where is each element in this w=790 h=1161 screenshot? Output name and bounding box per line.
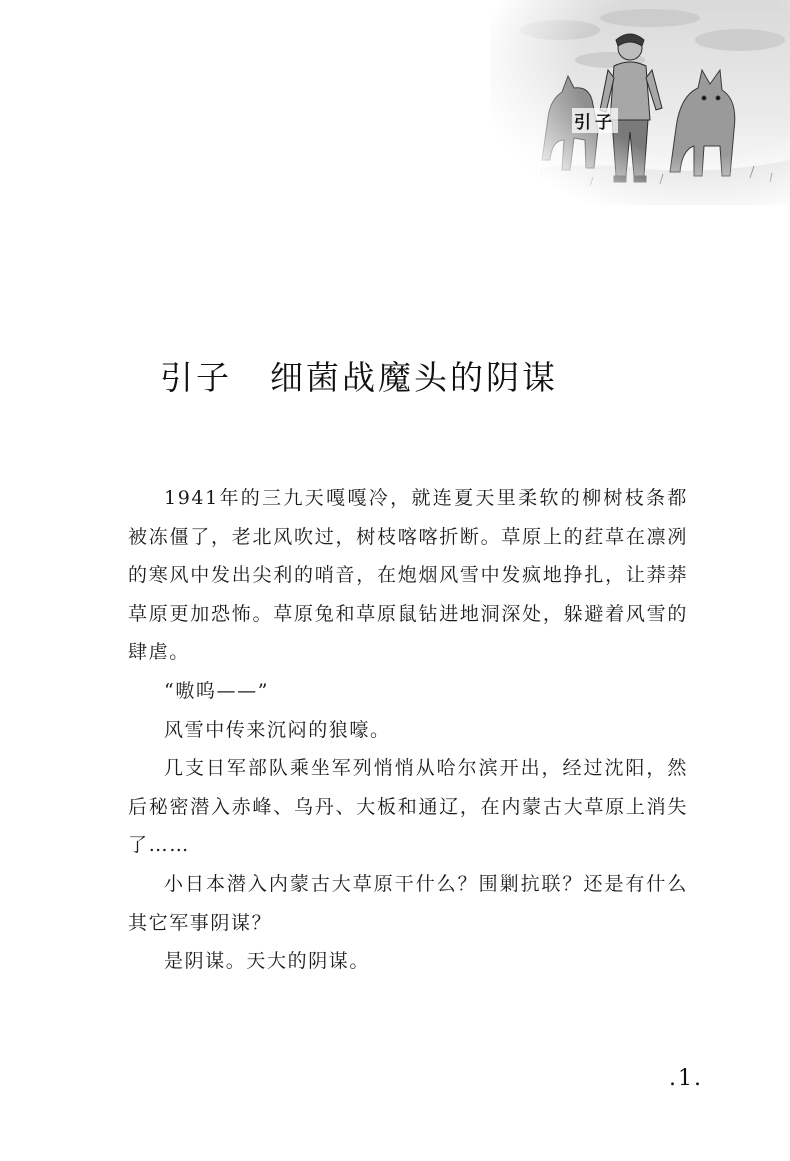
chapter-label: 引子 [160, 358, 232, 397]
paragraph: 1941年的三九天嘎嘎冷，就连夏天里柔软的柳树枝条都被冻僵了，老北风吹过，树枝喀喀折断。草原上的荭草在凛冽的寒风中发出尖利的哨音，在炮烟风雪中发疯地挣扎，让莽莽草原更加恐怖。草原兔和草原鼠钻进地洞深处，躲避着风雪的肆虐。 [128, 487, 688, 664]
paragraph: “嗷呜——” [164, 679, 270, 702]
header-illustration [490, 0, 790, 205]
body-text [128, 479, 688, 981]
paragraph: 风雪中传来沉闷的狼嚎。 [164, 718, 391, 741]
chapter-title-text: 细菌战魔头的阴谋 [270, 358, 558, 397]
chapter-title [160, 352, 558, 399]
paragraph: 小日本潜入内蒙古大草原干什么？围剿抗联？还是有什么其它军事阴谋？ [128, 872, 688, 934]
page-number: .1. [669, 1066, 703, 1091]
paragraph: 是阴谋。天大的阴谋。 [164, 950, 371, 973]
running-header-label: 引子 [572, 108, 618, 133]
paragraph: 几支日军部队乘坐军列悄悄从哈尔滨开出，经过沈阳，然后秘密潜入赤峰、乌丹、大板和通辽，在内蒙古大草原上消失了…… [128, 757, 688, 857]
